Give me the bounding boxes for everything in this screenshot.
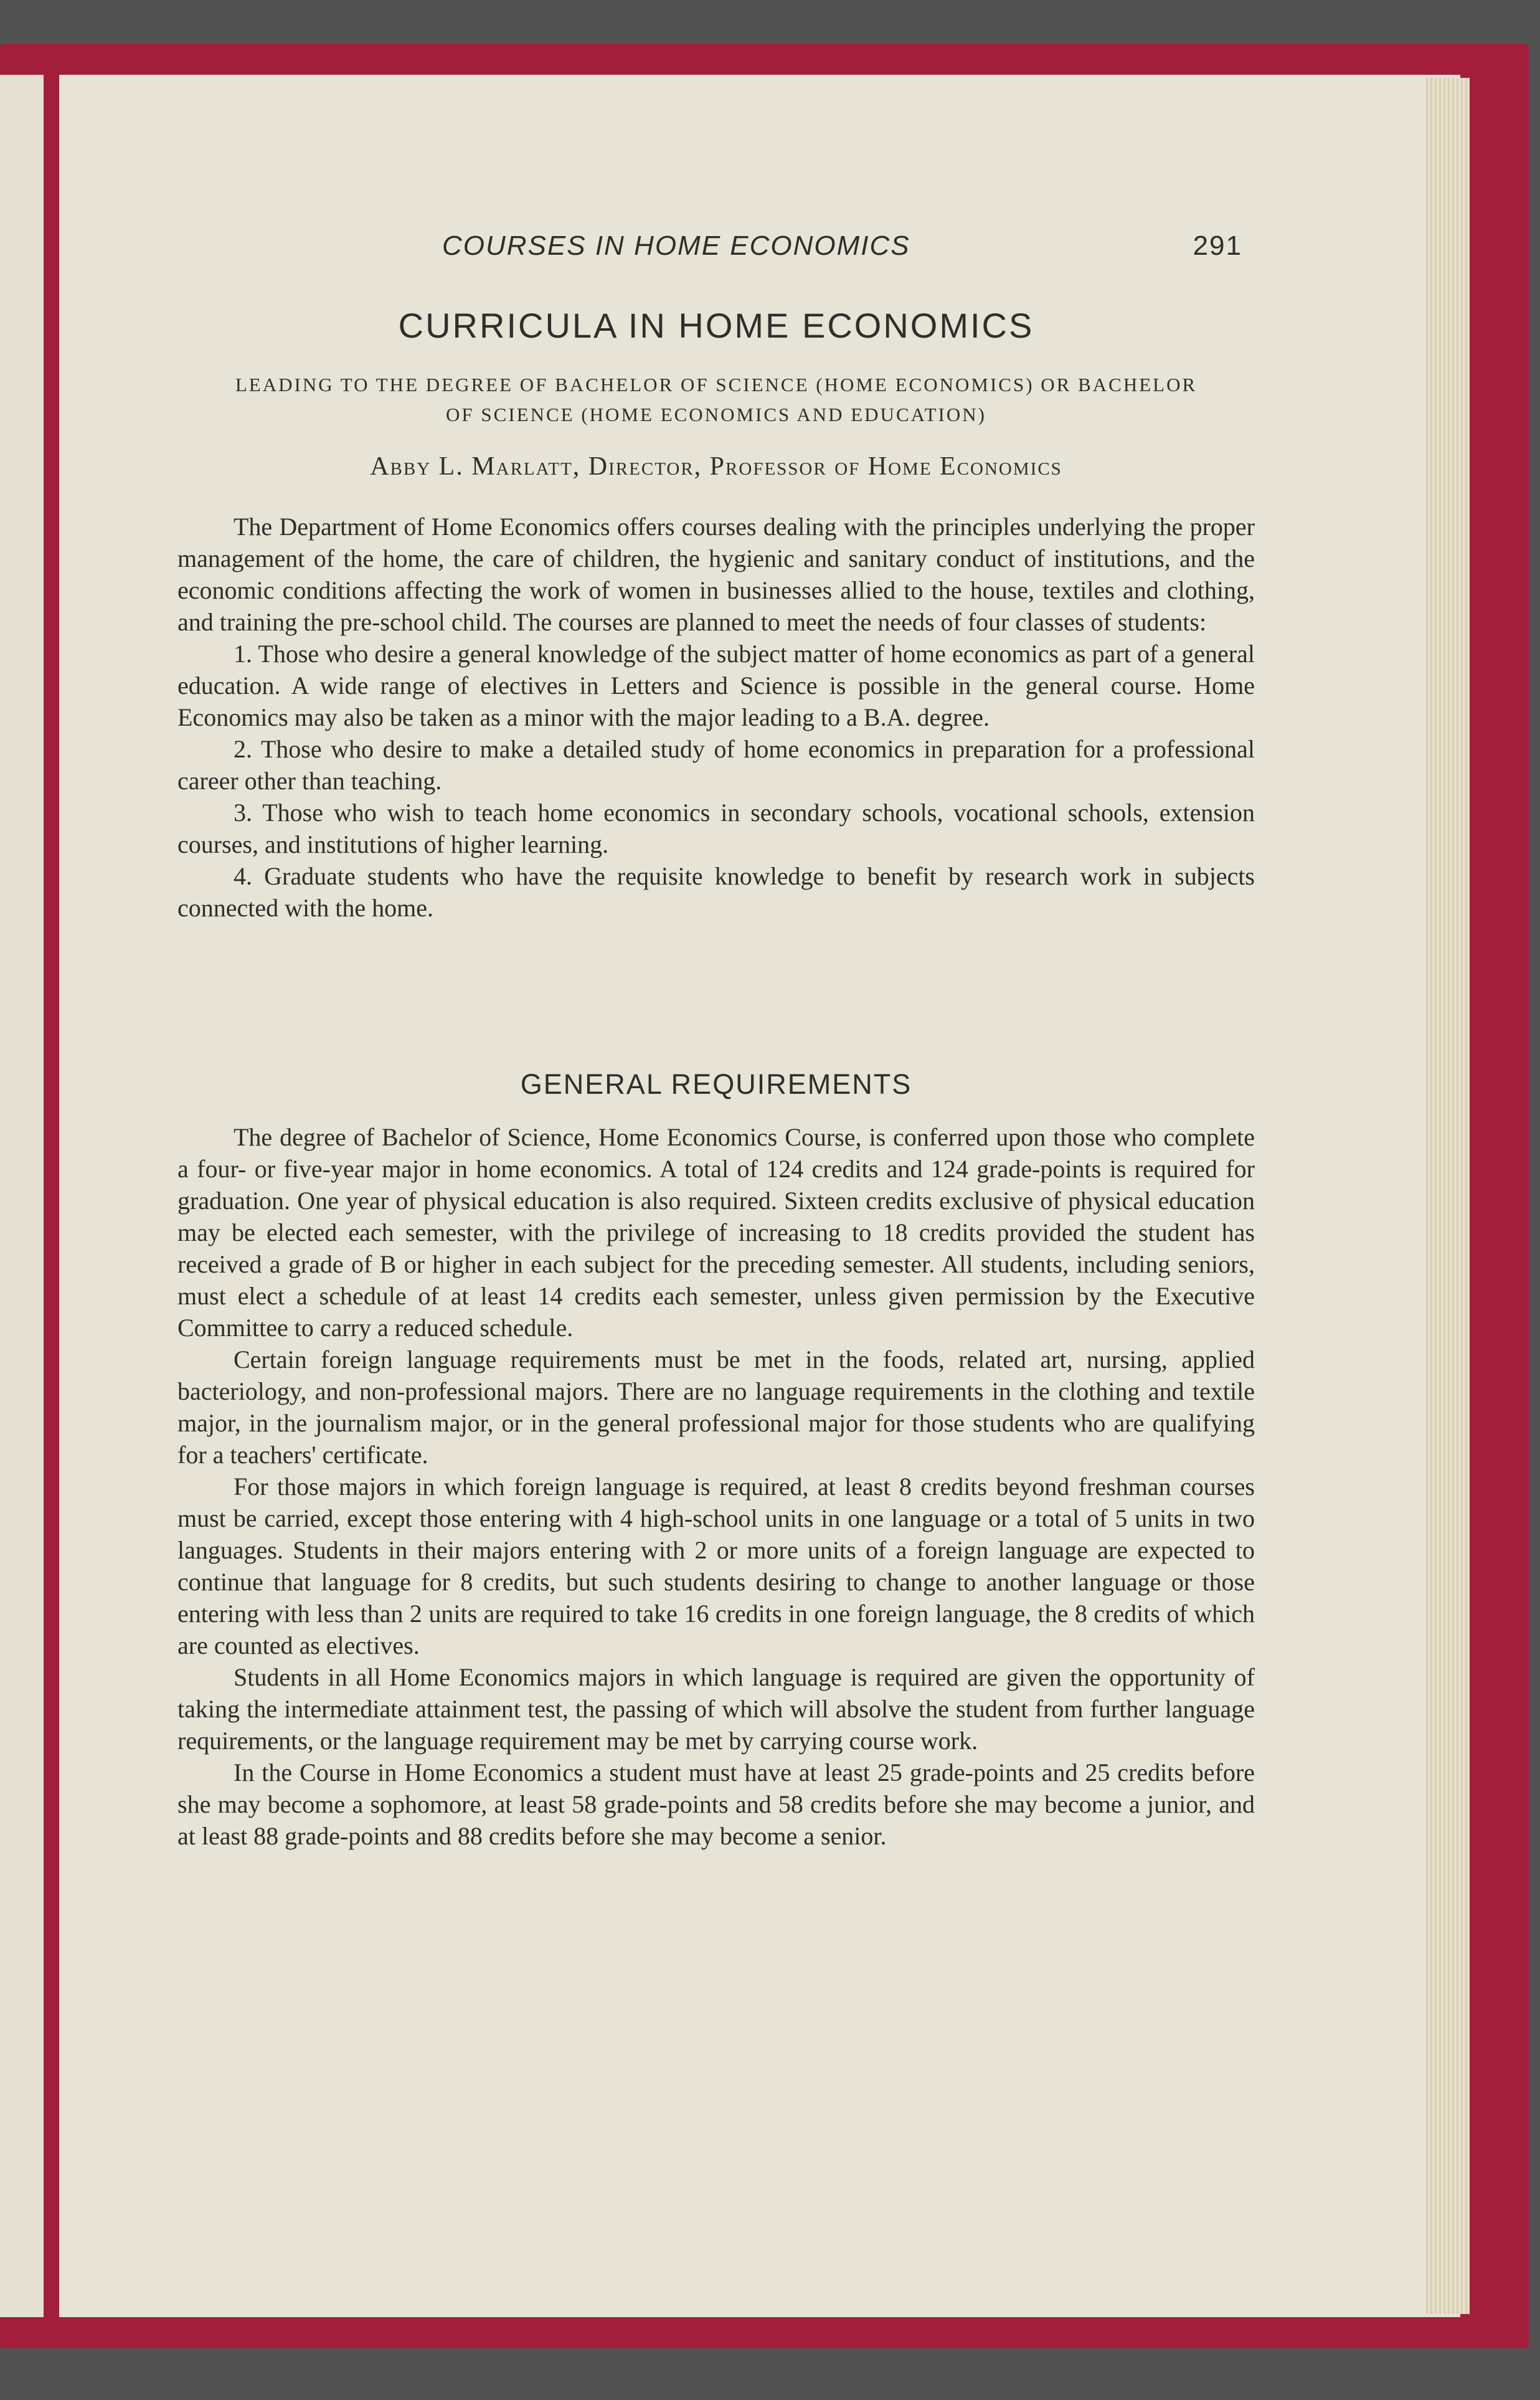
page-stack-edge [1426,78,1470,2314]
left-page-edge [0,75,44,2317]
list-item: 4. Graduate students who have the requisite knowledge to benefit by research work in subjects connected with the home. [177,862,1255,922]
paragraph: Students in all Home Economics majors in which language is required are given the opportunity of taking the intermediate attainment test, the passing of which will absolve the student from further language requirements, or the language requirement may be met by carrying course work. [177,1663,1255,1755]
list-item: 3. Those who wish to teach home economics in secondary schools, vocational schools, extension courses, and institutions of higher learning. [177,799,1255,858]
general-requirements-section [177,1121,1255,1852]
director-line: Abby L. Marlatt, Director, Professor of Home Economics [370,452,1062,481]
main-title: CURRICULA IN HOME ECONOMICS [398,306,1034,345]
intro-paragraph: The Department of Home Economics offers courses dealing with the principles underlying the proper management of the home, the care of children, the hygienic and sanitary conduct of institutions, and the economic conditions affecting the work of women in businesses allied to the house, textiles and clothing, and training the pre-school child. The courses are planned to meet the needs of four classes of students: [177,513,1255,636]
section-heading: GENERAL REQUIREMENTS [520,1068,912,1100]
paragraph: In the Course in Home Economics a student must have at least 25 grade-points and 25 credits before she may become a sophomore, at least 58 grade-points and 58 credits before she may become a junior, and at least 88 grade-points and 88 credits before she may become a senior. [177,1758,1255,1850]
list-item: 2. Those who desire to make a detailed study of home economics in preparation for a professional career other than teaching. [177,735,1255,795]
intro-section [177,511,1255,924]
page-number: 291 [1193,230,1242,261]
list-item: 1. Those who desire a general knowledge of the subject matter of home economics as part of a general education. A wide range of electives in Letters and Science is possible in the general course. Home Economics may also be taken as a minor with the major leading to a B.A. degree. [177,640,1255,731]
degree-line-2: OF SCIENCE (HOME ECONOMICS AND EDUCATION) [446,404,986,425]
paragraph: Certain foreign language requirements must be met in the foods, related art, nursing, applied bacteriology, and non-professional majors. There are no language requirements in the clothing and textile major, in the journalism major, or in the general professional major for those students who are qualifying for a teachers' certificate. [177,1345,1255,1469]
degree-line-1: LEADING TO THE DEGREE OF BACHELOR OF SCIENCE (HOME ECONOMICS) OR BACHELOR [235,374,1198,396]
running-head [177,230,1255,274]
paragraph: The degree of Bachelor of Science, Home Economics Course, is conferred upon those who complete a four- or five-year major in home economics. A total of 124 credits and 124 grade-points is required for graduation. One year of physical education is also required. Sixteen credits exclusive of physical education may be elected each semester, with the privilege of increasing to 18 credits provided the student has received a grade of B or higher in each subject for the preceding semester. All students, including seniors, must elect a schedule of at least 14 credits each semester, unless given permission by the Executive Committee to carry a reduced schedule. [177,1123,1255,1342]
running-head-title: COURSES IN HOME ECONOMICS [442,230,910,261]
paragraph: For those majors in which foreign language is required, at least 8 credits beyond freshman courses must be carried, except those entering with 4 high-school units in one language or a total of 5 units in two languages. Students in their majors entering with 2 or more units of a foreign language are expected to continue that language for 8 credits, but such students desiring to change to another language or those entering with less than 2 units are required to take 16 credits in one foreign language, the 8 credits of which are counted as electives. [177,1473,1255,1659]
